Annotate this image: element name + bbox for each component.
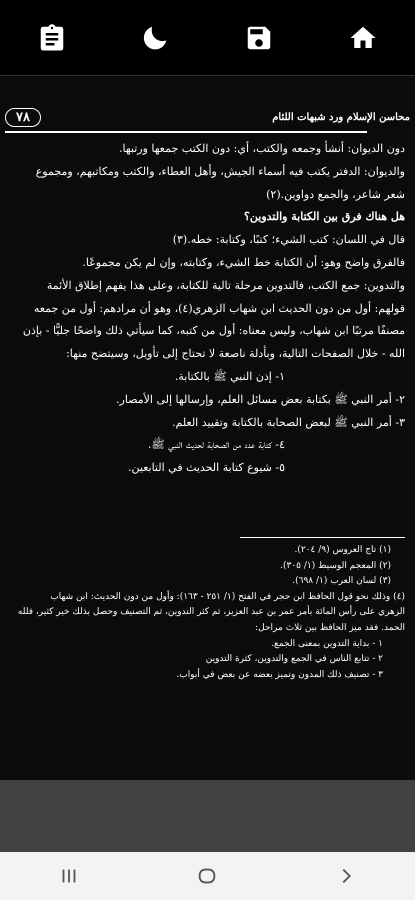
body-line: والديوان: الدفتر يكتب فيه أسماء الجيش، وأهل العطاء، والكتب ومكاتبهم، ومجموع	[35, 164, 405, 178]
body-line: قولهم: أول من دون الحديث ابن شهاب الزهري(٤)، وهو أن مرادهم: أول من جمعه	[33, 301, 405, 315]
page-header	[5, 106, 410, 128]
list-item: ٢- أمر النبي ﷺ بكتابة بعض مسائل العلم، وإرسالها إلى الأمصار.	[116, 392, 405, 406]
header-rule	[5, 131, 367, 133]
body-line: الله - خلال الصفحات التالية، وبأدلة ناصعة لا تحتاج إلى تأويل، وسيتضح منها:	[66, 347, 405, 361]
list-item: ٣- أمر النبي ﷺ لبعض الصحابة بالكتابة وتقييد العلم.	[172, 415, 405, 429]
body-line: دون الديوان: أنشأ وجمعه والكتب، أي: دون الكتب جمعها ورتبها.	[118, 142, 405, 155]
night-mode-button[interactable]	[126, 8, 186, 68]
system-nav-bar	[0, 852, 415, 900]
body-text	[10, 138, 405, 480]
footnote: الزهري على رأس المائة بأمر عمر بن عبد العزيز، ثم كثر التدوين، ثم التصنيف وحصل بذلك خير كثير، فلله	[17, 607, 405, 618]
section-question: هل هناك فرق بين الكتابة والتدوين؟	[244, 210, 405, 224]
footnote: (١) تاج العروس (٩/ ٢٠٤).	[294, 545, 391, 555]
body-line: مصنفًا مرتبًا ابن شهاب، وليس معناه: أول من كتبه، كما سيأتي ذلك واضحًا جليًّا - بإذن	[22, 324, 405, 338]
moon-icon	[141, 23, 171, 53]
footnote: (٢) المعجم الوسيط (١/ ٣٠٥).	[280, 560, 391, 571]
save-icon	[244, 23, 274, 53]
home-button[interactable]	[333, 8, 393, 68]
back-button[interactable]	[316, 856, 376, 896]
footnote: ١ - بداية التدوين بمعنى الجمع.	[271, 638, 383, 649]
body-line: شعر شاعر، والجمع دواوين.(٢)	[266, 187, 405, 201]
list-item: ١- إذن النبي ﷺ بالكتابة.	[174, 369, 285, 383]
home-icon	[348, 23, 378, 53]
footnote-rule	[240, 537, 405, 538]
footnote: الحمد. فقد ميز الحافظ بين ثلاث مراحل:	[255, 622, 405, 633]
save-button[interactable]	[229, 8, 289, 68]
book-page[interactable]	[0, 76, 415, 780]
clipboard-button[interactable]	[22, 8, 82, 68]
footnote: ٢ - تتابع الناس في الجمع والتدوين، كثرة التدوين	[205, 654, 383, 665]
page-number: ٧٨	[5, 108, 41, 127]
footnote: (٣) لسان العرب (١/ ٦٩٨).	[292, 576, 391, 587]
footnote: ٣ - تصنيف ذلك المدون وتميز بعضه عن بعض في أبواب.	[176, 669, 383, 680]
home-circle-icon	[196, 865, 218, 887]
list-item: ٤- كتابة عدد من الصحابة لحديث النبي ﷺ.	[147, 438, 285, 452]
running-title: محاسن الإسلام ورد شبهات اللئام	[272, 111, 410, 123]
body-line: قال في اللسان: كتب الشيء؛ كتبًا، وكتابة: خطه.(٣)	[172, 233, 405, 247]
list-item: ٥- شيوع كتابة الحديث في التابعين.	[128, 461, 285, 475]
bottom-panel	[0, 780, 415, 852]
body-line: والتدوين: جمع الكتب، فالتدوين مرحلة تالية للكتابة، وعلى هذا يفهم إطلاق الأئمة	[46, 278, 405, 292]
back-chevron-icon	[335, 865, 357, 887]
system-home-button[interactable]	[177, 856, 237, 896]
body-line: فالفرق واضح وهو: أن الكتابة خط الشيء، وكتابته، وإن لم يكن مجموعًا.	[82, 255, 405, 269]
recent-apps-icon	[58, 865, 80, 887]
clipboard-icon	[37, 23, 67, 53]
reader-toolbar	[0, 0, 415, 76]
footnote: (٤) وذلك نحو قول الحافظ ابن حجر في الفتح (١/ ٢٥١ - ١٦٣): وأول من دون الحديث: ابن شهاب	[50, 591, 405, 602]
footnotes	[8, 543, 405, 683]
recent-apps-button[interactable]	[39, 856, 99, 896]
